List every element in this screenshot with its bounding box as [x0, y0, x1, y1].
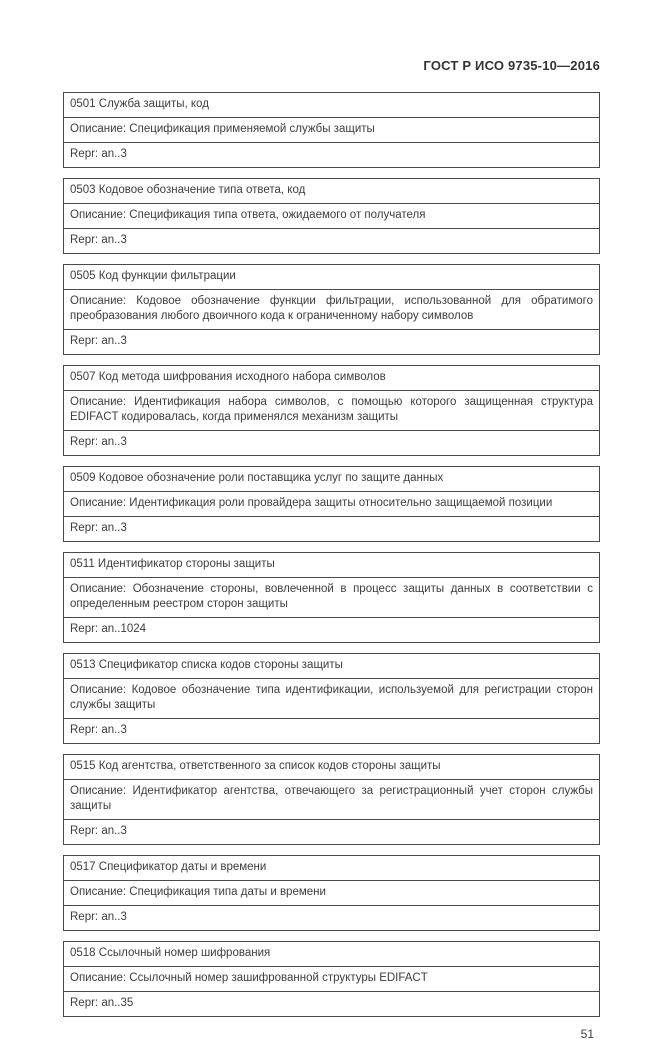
element-repr: Repr: an..35 [70, 997, 134, 1009]
element-repr: Repr: an..3 [70, 234, 127, 246]
element-description: Описание: Идентификация роли провайдера защиты относительно защищаемой позиции [64, 492, 599, 517]
element-code-title: 0509 Кодовое обозначение роли поставщика услуг по защите данных [64, 467, 599, 492]
data-element-block-0505 [63, 264, 600, 355]
element-description: Описание: Спецификация типа ответа, ожидаемого от получателя [64, 204, 599, 229]
element-repr: Repr: an..3 [70, 724, 127, 736]
data-element-block-0507 [63, 365, 600, 456]
data-element-block-0518 [63, 941, 600, 1017]
element-description: Описание: Спецификация типа даты и времени [64, 881, 599, 906]
data-element-block-0515 [63, 754, 600, 845]
element-code-title: 0511 Идентификатор стороны защиты [64, 553, 599, 578]
element-code-title: 0507 Код метода шифрования исходного набора символов [64, 366, 599, 391]
element-repr: Repr: an..3 [70, 522, 127, 534]
element-code-title: 0501 Служба защиты, код [64, 93, 599, 118]
element-repr: Repr: an..3 [70, 148, 127, 160]
data-element-block-0513 [63, 653, 600, 744]
element-description: Описание: Ссылочный номер зашифрованной структуры EDIFACT [64, 967, 599, 992]
element-repr: Repr: an..3 [70, 911, 127, 923]
data-element-block-0517 [63, 855, 600, 931]
data-element-block-0509 [63, 466, 600, 542]
element-description: Описание: Спецификация применяемой службы защиты [64, 118, 599, 143]
element-description: Описание: Идентификация набора символов, с помощью которого защищенная структура EDIFACT кодировалась, когда применялся механизм защиты [64, 391, 599, 431]
element-repr: Repr: an..1024 [70, 623, 147, 635]
element-code-title: 0517 Спецификатор даты и времени [64, 856, 599, 881]
element-code-title: 0515 Код агентства, ответственного за список кодов стороны защиты [64, 755, 599, 780]
element-code-title: 0505 Код функции фильтрации [64, 265, 599, 290]
element-description: Описание: Кодовое обозначение функции фильтрации, использованной для обратимого преобразования любого двоичного кода к ограниченному набору символов [64, 290, 599, 330]
element-repr: Repr: an..3 [70, 825, 127, 837]
page-number: 51 [580, 1027, 594, 1041]
element-repr: Repr: an..3 [70, 436, 127, 448]
data-element-block-0511 [63, 552, 600, 643]
data-element-block-0503 [63, 178, 600, 254]
element-repr: Repr: an..3 [70, 335, 127, 347]
data-element-block-0501 [63, 92, 600, 168]
element-description: Описание: Обозначение стороны, вовлеченной в процесс защиты данных в соответствии с определенным реестром сторон защиты [64, 578, 599, 618]
document-standard-header: ГОСТ Р ИСО 9735-10—2016 [423, 58, 600, 73]
element-code-title: 0503 Кодовое обозначение типа ответа, код [64, 179, 599, 204]
element-description: Описание: Идентификатор агентства, отвечающего за регистрационный учет сторон службы защиты [64, 780, 599, 820]
element-description: Описание: Кодовое обозначение типа идентификации, используемой для регистрации сторон службы защиты [64, 679, 599, 719]
element-code-title: 0513 Спецификатор списка кодов стороны защиты [64, 654, 599, 679]
element-code-title: 0518 Ссылочный номер шифрования [64, 942, 599, 967]
